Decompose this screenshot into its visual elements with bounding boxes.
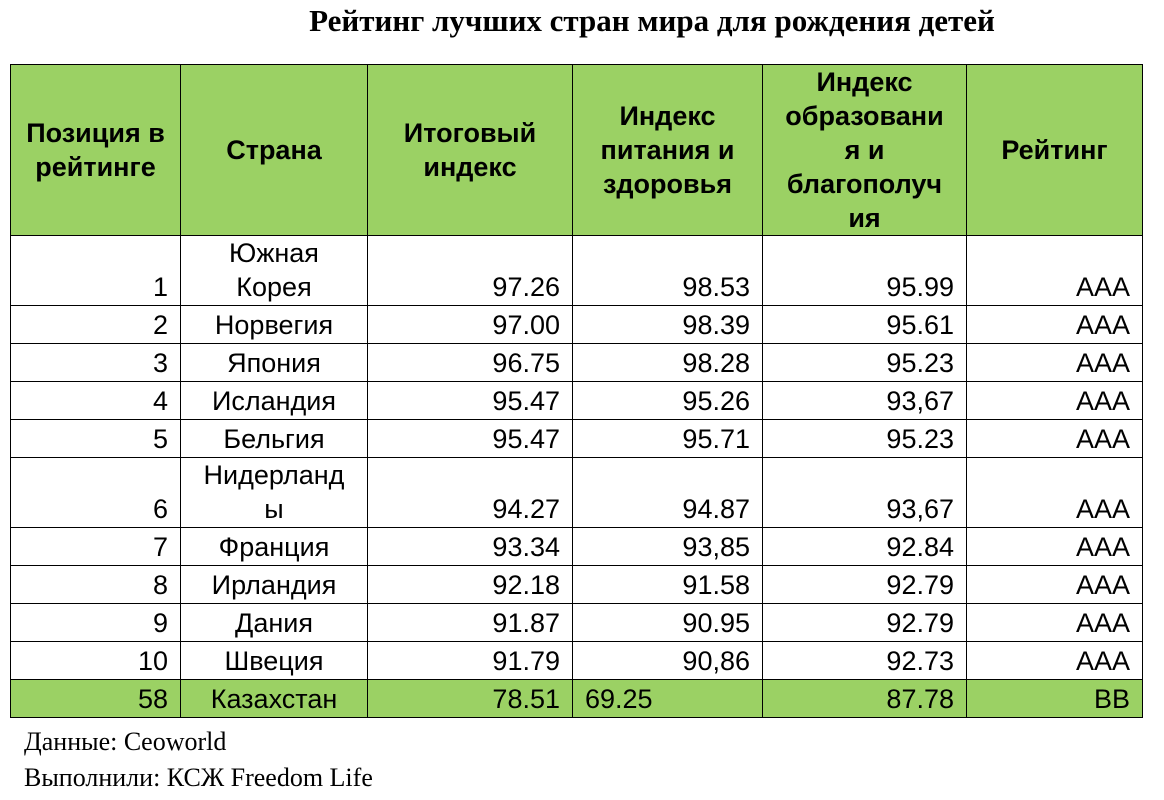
- table-row: [11, 344, 1143, 382]
- cell-country: Япония: [181, 344, 368, 382]
- cell-education-index: 95.99: [763, 236, 967, 306]
- cell-position: 8: [11, 566, 181, 604]
- table-row: [11, 306, 1143, 344]
- footer-authors: Выполнили: КСЖ Freedom Life: [24, 763, 373, 792]
- cell-health-index: 93,85: [573, 528, 763, 566]
- rating-table: [10, 64, 1143, 718]
- table-row-highlight: [11, 680, 1143, 718]
- cell-country: Исландия: [181, 382, 368, 420]
- cell-education-index: 92.79: [763, 566, 967, 604]
- cell-position: 7: [11, 528, 181, 566]
- cell-total-index: 95.47: [368, 382, 573, 420]
- header-health-index: Индекс питания и здоровья: [573, 65, 763, 236]
- cell-position: 6: [11, 458, 181, 528]
- cell-rating: AAA: [967, 458, 1143, 528]
- table-row: [11, 642, 1143, 680]
- cell-rating: AAA: [967, 528, 1143, 566]
- table-row: [11, 382, 1143, 420]
- cell-rating: AAA: [967, 344, 1143, 382]
- cell-position: 9: [11, 604, 181, 642]
- cell-position: 5: [11, 420, 181, 458]
- header-total-index: Итоговый индекс: [368, 65, 573, 236]
- cell-total-index: 93.34: [368, 528, 573, 566]
- cell-position: 10: [11, 642, 181, 680]
- cell-health-index: 98.39: [573, 306, 763, 344]
- cell-rating: BB: [967, 680, 1143, 718]
- cell-education-index: 93,67: [763, 382, 967, 420]
- table-row: [11, 236, 1143, 306]
- cell-total-index: 97.00: [368, 306, 573, 344]
- cell-total-index: 91.87: [368, 604, 573, 642]
- header-education-index: Индекс образовани я и благополуч ия: [763, 65, 967, 236]
- cell-rating: AAA: [967, 382, 1143, 420]
- cell-education-index: 92.73: [763, 642, 967, 680]
- cell-country: Швеция: [181, 642, 368, 680]
- cell-country: Нидерланд ы: [181, 458, 368, 528]
- cell-country: Бельгия: [181, 420, 368, 458]
- table-header-row: [11, 65, 1143, 236]
- cell-position: 2: [11, 306, 181, 344]
- table-row: [11, 604, 1143, 642]
- page-title: Рейтинг лучших стран мира для рождения детей: [309, 3, 995, 38]
- cell-total-index: 78.51: [368, 680, 573, 718]
- table-row: [11, 566, 1143, 604]
- table-row: [11, 458, 1143, 528]
- cell-education-index: 93,67: [763, 458, 967, 528]
- table-row: [11, 420, 1143, 458]
- cell-education-index: 87.78: [763, 680, 967, 718]
- cell-education-index: 92.84: [763, 528, 967, 566]
- footer-source: Данные: Ceoworld: [24, 727, 227, 756]
- cell-position: 3: [11, 344, 181, 382]
- cell-rating: AAA: [967, 306, 1143, 344]
- header-position: Позиция в рейтинге: [11, 65, 181, 236]
- cell-health-index: 95.71: [573, 420, 763, 458]
- cell-rating: AAA: [967, 604, 1143, 642]
- cell-health-index: 98.28: [573, 344, 763, 382]
- cell-position: 1: [11, 236, 181, 306]
- cell-rating: AAA: [967, 566, 1143, 604]
- cell-health-index: 91.58: [573, 566, 763, 604]
- cell-total-index: 95.47: [368, 420, 573, 458]
- cell-health-index: 90,86: [573, 642, 763, 680]
- cell-health-index: 98.53: [573, 236, 763, 306]
- cell-country: Южная Корея: [181, 236, 368, 306]
- cell-country: Франция: [181, 528, 368, 566]
- cell-health-index: 90.95: [573, 604, 763, 642]
- cell-health-index: 94.87: [573, 458, 763, 528]
- cell-education-index: 95.23: [763, 344, 967, 382]
- cell-position: 4: [11, 382, 181, 420]
- cell-total-index: 97.26: [368, 236, 573, 306]
- cell-education-index: 95.61: [763, 306, 967, 344]
- cell-rating: AAA: [967, 420, 1143, 458]
- cell-country: Дания: [181, 604, 368, 642]
- table-row: [11, 528, 1143, 566]
- header-rating: Рейтинг: [967, 65, 1143, 236]
- cell-education-index: 95.23: [763, 420, 967, 458]
- cell-total-index: 96.75: [368, 344, 573, 382]
- cell-education-index: 92.79: [763, 604, 967, 642]
- cell-total-index: 94.27: [368, 458, 573, 528]
- cell-rating: AAA: [967, 236, 1143, 306]
- cell-position: 58: [11, 680, 181, 718]
- cell-country: Ирландия: [181, 566, 368, 604]
- cell-country: Казахстан: [181, 680, 368, 718]
- cell-rating: AAA: [967, 642, 1143, 680]
- header-country: Страна: [181, 65, 368, 236]
- cell-health-index: 69.25: [573, 680, 763, 718]
- cell-country: Норвегия: [181, 306, 368, 344]
- cell-total-index: 91.79: [368, 642, 573, 680]
- cell-total-index: 92.18: [368, 566, 573, 604]
- cell-health-index: 95.26: [573, 382, 763, 420]
